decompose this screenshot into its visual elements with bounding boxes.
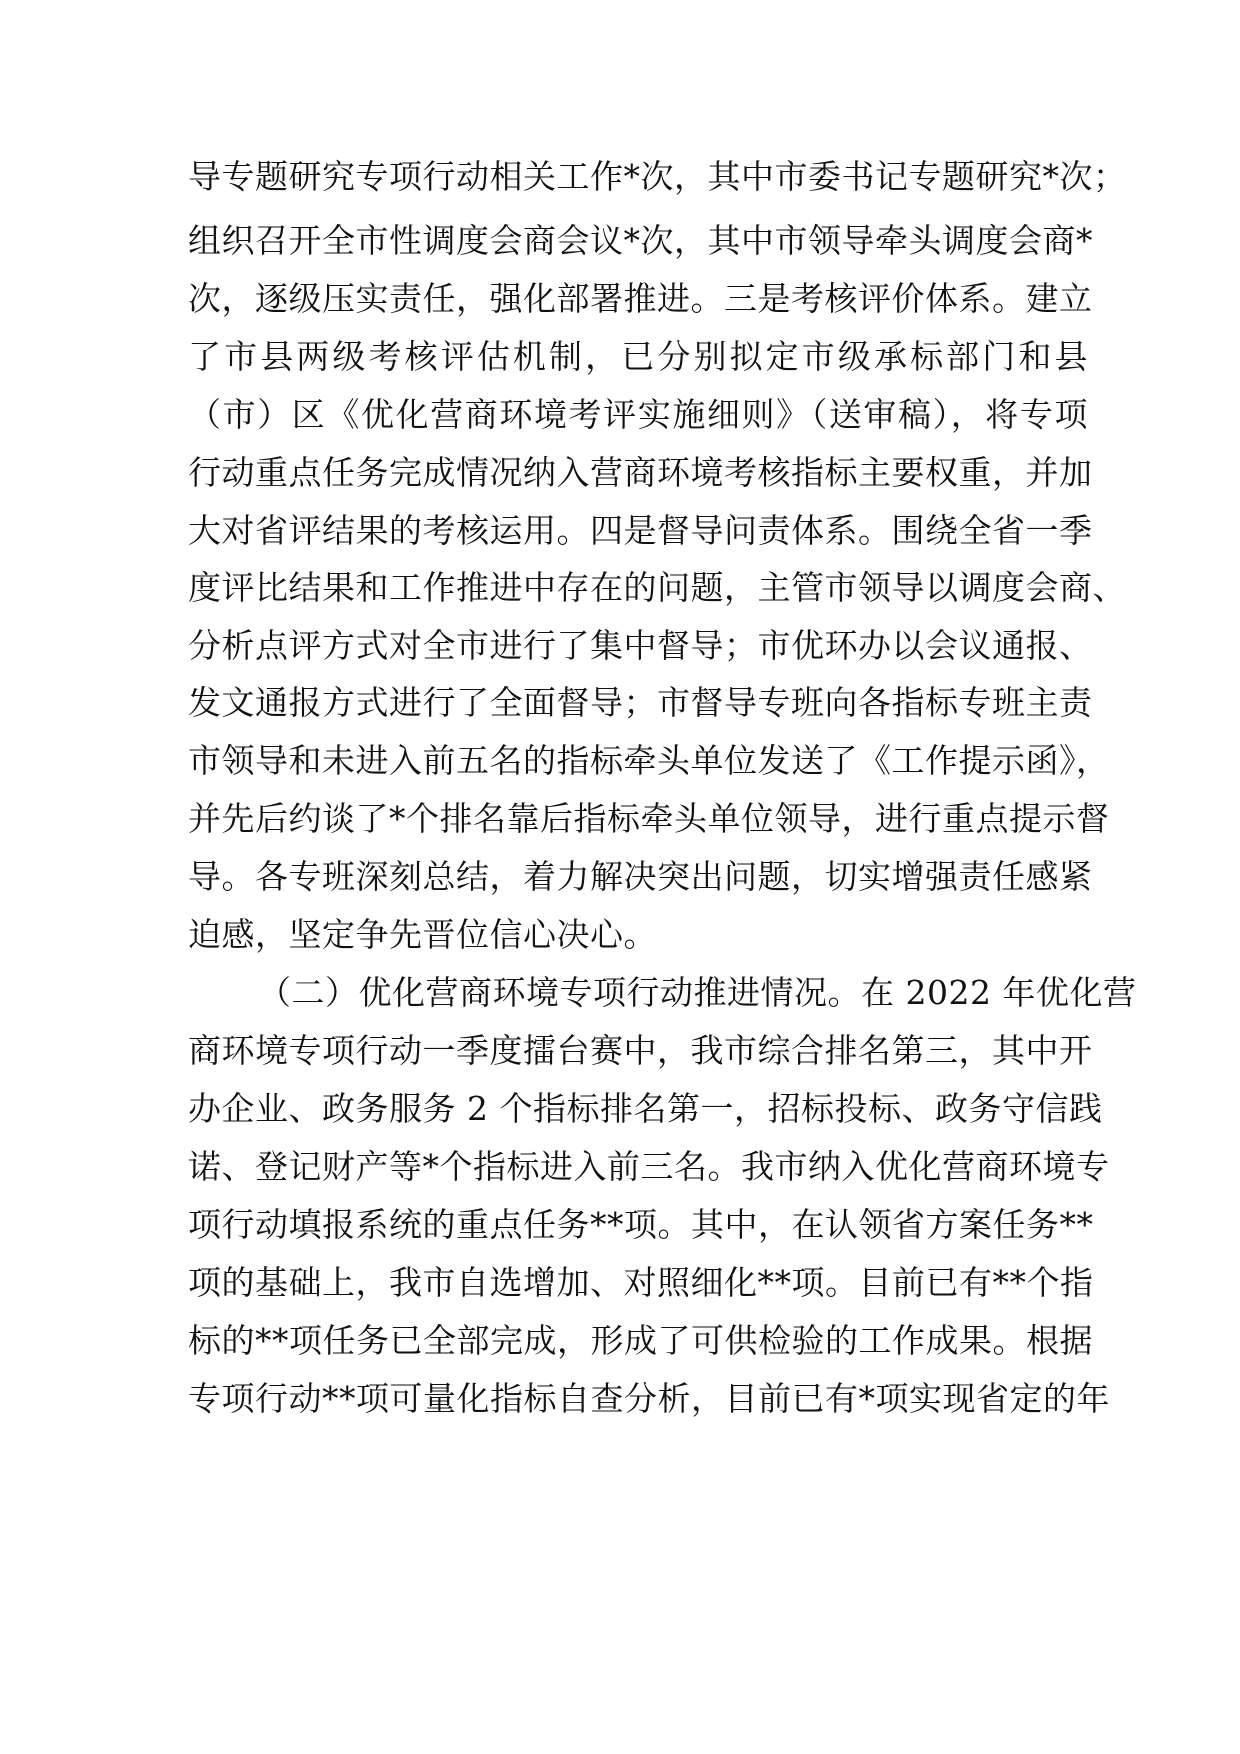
text-line: 了市县两级考核评估机制，已分别拟定市级承标部门和县 bbox=[188, 337, 1088, 376]
text-line: 次，逐级压实责任，强化部署推进。三是考核评价体系。建立 bbox=[188, 279, 1093, 318]
text-line: 项行动填报系统的重点任务**项。其中，在认领省方案任务** bbox=[188, 1205, 1094, 1244]
text-line: 项的基础上，我市自选增加、对照细化**项。目前已有**个指 bbox=[188, 1263, 1094, 1302]
section-heading-line: （二）优化营商环境专项行动推进情况。在 2022 年优化营 bbox=[258, 973, 1137, 1012]
text-line: 发文通报方式进行了全面督导；市督导专班向各指标专班主责 bbox=[188, 683, 1093, 722]
text-line: 商环境专项行动一季度擂台赛中，我市综合排名第三，其中开 bbox=[188, 1031, 1093, 1070]
text-line: 导专题研究专项行动相关工作*次，其中市委书记专题研究*次； bbox=[188, 157, 1127, 196]
text-line: 专项行动**项可量化指标自查分析，目前已有*项实现省定的年 bbox=[188, 1379, 1110, 1418]
text-line: 组织召开全市性调度会商会议*次，其中市领导牵头调度会商* bbox=[188, 221, 1093, 260]
text-line: 度评比结果和工作推进中存在的问题，主管市领导以调度会商、 bbox=[188, 568, 1126, 607]
text-line: （市）区《优化营商环境考评实施细则》（送审稿），将专项 bbox=[188, 395, 1088, 434]
text-line: 迫感，坚定争先晋位信心决心。 bbox=[188, 915, 657, 954]
text-line: 分析点评方式对全市进行了集中督导；市优环办以会议通报、 bbox=[188, 626, 1093, 665]
text-line: 并先后约谈了*个排名靠后指标牵头单位领导，进行重点提示督 bbox=[188, 799, 1110, 838]
text-line: 市领导和未进入前五名的指标牵头单位发送了《工作提示函》， bbox=[188, 741, 1110, 780]
text-line: 导。各专班深刻总结，着力解决突出问题，切实增强责任感紧 bbox=[188, 857, 1093, 896]
text-line: 大对省评结果的考核运用。四是督导问责体系。围绕全省一季 bbox=[188, 511, 1093, 550]
text-line: 诺、登记财产等*个指标进入前三名。我市纳入优化营商环境专 bbox=[188, 1147, 1110, 1186]
text-line: 行动重点任务完成情况纳入营商环境考核指标主要权重，并加 bbox=[188, 453, 1093, 492]
text-line: 标的**项任务已全部完成，形成了可供检验的工作成果。根据 bbox=[188, 1321, 1093, 1360]
text-line: 办企业、政务服务 2 个指标排名第一，招标投标、政务守信践 bbox=[188, 1089, 1103, 1128]
